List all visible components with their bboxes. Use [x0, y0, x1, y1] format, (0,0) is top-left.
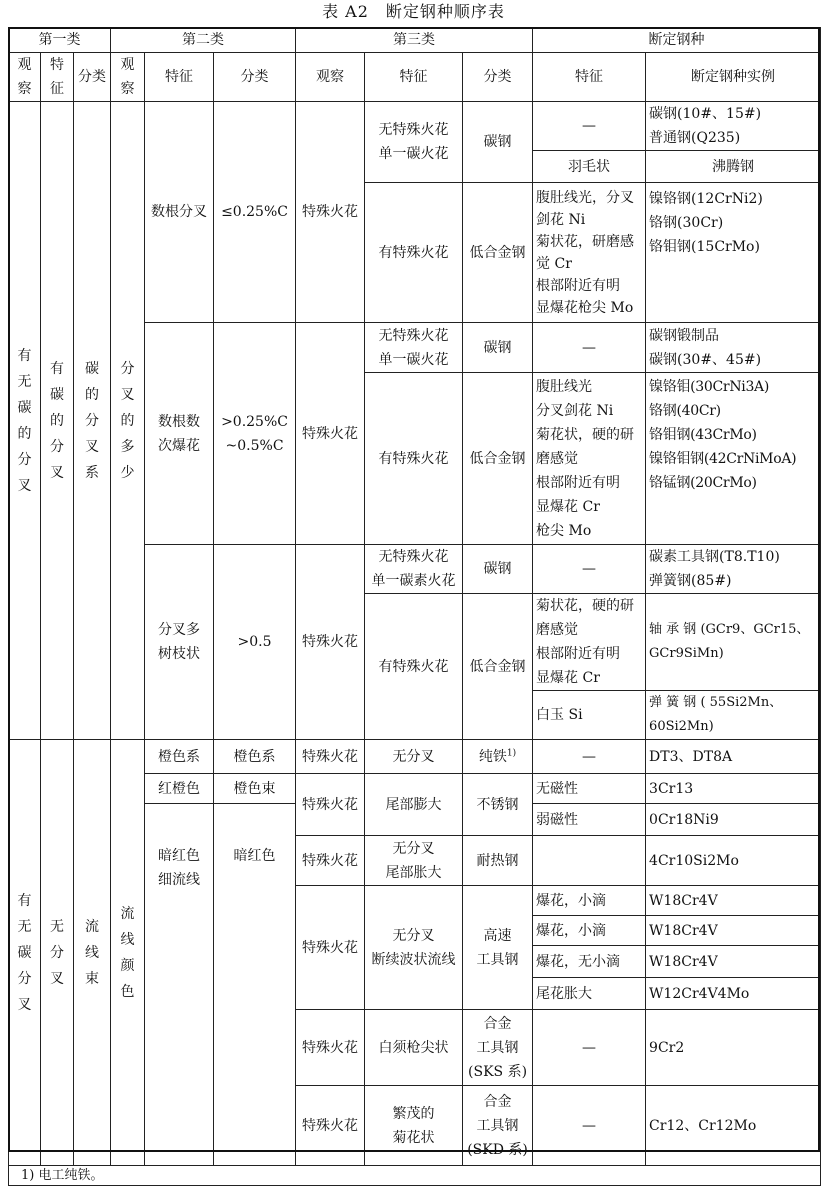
g1s3a-class3: 碳钢	[463, 545, 533, 594]
g1s1b-class3: 低合金钢	[463, 183, 533, 323]
g2r3-class2: 暗红色	[214, 804, 296, 1166]
g2-heat-feature3: 无分叉 尾部胀大	[365, 836, 463, 886]
g1s3b-class3: 低合金钢	[463, 594, 533, 740]
g1s3b-examples-a: 轴 承 钢 (GCr9、GCr15、 GCr9SiMn)	[646, 594, 821, 691]
g2-heat-observe3: 特殊火花	[296, 836, 365, 886]
g1s3-feature2: 分叉多 树枝状	[145, 545, 214, 740]
g1s1a-examples-text: 碳钢(10#、15#) 普通钢(Q235)	[649, 106, 762, 146]
g2-heat-feature4	[533, 836, 646, 886]
g1-observe1	[9, 102, 41, 740]
header-observe: 观察	[111, 53, 145, 102]
header-feature: 特征	[145, 53, 214, 102]
g2-stainless-feature4-0: 无磁性	[533, 774, 646, 804]
g1s1a-feature3: 无特殊火花 单一碳火花	[365, 102, 463, 183]
g1s1-class2: ≤0.25%C	[214, 102, 296, 323]
header-classify: 分类	[74, 53, 111, 102]
g2-observe2-text: 流线颜色	[120, 905, 135, 1000]
g1s2a-class3: 碳钢	[463, 323, 533, 373]
g1s1b-feature4: 腹肚线光，分叉 剑花 Ni 菊状花，研磨感 觉 Cr 根部附近有明 显爆花枪尖 Mo	[533, 183, 646, 323]
g2-feature1	[41, 740, 74, 1166]
g2-stainless-examples-1: 0Cr18Ni9	[646, 804, 821, 836]
g1s3b-examples-b: 弹 簧 钢 ( 55Si2Mn、 60Si2Mn)	[646, 691, 821, 740]
g1s3a-examples: 碳素工具钢(T8.T10) 弹簧钢(85#)	[646, 545, 821, 594]
g2r2-class2: 橙色束	[214, 774, 296, 804]
g1s1a-examples	[646, 102, 821, 151]
g2-skd-feature4: —	[533, 1086, 646, 1166]
header-observe: 观察	[296, 53, 365, 102]
table-title: 表 A2 断定钢种顺序表	[322, 2, 505, 21]
g2-hss-observe3: 特殊火花	[296, 886, 365, 1010]
g1-observe2-text: 分叉的多少	[120, 360, 135, 481]
g2r2-feature2: 红橙色	[145, 774, 214, 804]
g2-stainless-class3: 不锈钢	[463, 774, 533, 836]
footnote-mark: 1)	[506, 747, 517, 758]
g1s2-observe3: 特殊火花	[296, 323, 365, 545]
g2-hss-feature4-1: 爆花，小滴	[533, 916, 646, 946]
g2-stainless-feature3: 尾部膨大	[365, 774, 463, 836]
g2-observe1	[9, 740, 41, 1166]
g1s1b-examples: 镍铬钢(12CrNi2) 铬钢(30Cr) 铬钼钢(15CrMo)	[646, 183, 821, 323]
g2-skd-feature3: 繁茂的 菊花状	[365, 1086, 463, 1166]
header-cat2: 第二类	[111, 28, 296, 53]
g2-sks-class3: 合金 工具钢 (SKS 系)	[463, 1010, 533, 1086]
g1-observe2	[111, 102, 145, 740]
g2r1-feature3: 无分叉	[365, 740, 463, 774]
g2-hss-feature4-0: 爆花，小滴	[533, 886, 646, 916]
g2-stainless-observe3: 特殊火花	[296, 774, 365, 836]
g2-sks-feature3: 白须枪尖状	[365, 1010, 463, 1086]
g2-hss-class3: 高速 工具钢	[463, 886, 533, 1010]
g1s3a-feature4: —	[533, 545, 646, 594]
g2-sks-examples: 9Cr2	[646, 1010, 821, 1086]
g2-hss-examples-1: W18Cr4V	[646, 916, 821, 946]
header-feature: 特征	[533, 53, 646, 102]
g2-heat-examples: 4Cr10Si2Mo	[646, 836, 821, 886]
g1s1-observe3: 特殊火花	[296, 102, 365, 323]
g2-hss-examples-0: W18Cr4V	[646, 886, 821, 916]
g1s2a-feature4: —	[533, 323, 646, 373]
header-examples: 断定钢种实例	[646, 53, 821, 102]
g1s2b-examples: 镍铬钼(30CrNi3A) 铬钢(40Cr) 铬钼钢(43CrMo) 镍铬钼钢(42CrNiMoA) 铬锰钢(20CrMo)	[646, 373, 821, 545]
g1-class1-text: 碳的分叉系	[85, 360, 99, 481]
g1s1a-sub-example: 沸腾钢	[646, 151, 821, 183]
footnote: 1) 电工纯铁。	[9, 1166, 821, 1186]
g1s1-feature2: 数根分叉	[145, 102, 214, 323]
g2-hss-examples-3: W12Cr4V4Mo	[646, 978, 821, 1010]
g2-hss-feature3: 无分叉 断续波状流线	[365, 886, 463, 1010]
g2-hss-feature4-3: 尾花胀大	[533, 978, 646, 1010]
g1s2-class2: >0.25%C ~0.5%C	[214, 323, 296, 545]
g1s3b-feature4a: 菊状花，硬的研 磨感觉 根部附近有明 显爆花 Cr	[533, 594, 646, 691]
g1s3a-feature3: 无特殊火花 单一碳素火花	[365, 545, 463, 594]
g1s1b-feature3: 有特殊火花	[365, 183, 463, 323]
header-cat4: 断定钢种	[533, 28, 821, 53]
g1s3b-feature4b: 白玉 Si	[533, 691, 646, 740]
g1s1a-feature4: —	[533, 102, 646, 151]
g1s2a-examples: 碳钢锻制品 碳钢(30#、45#)	[646, 323, 821, 373]
g2-skd-examples: Cr12、Cr12Mo	[646, 1086, 821, 1166]
g2r1-feature4: —	[533, 740, 646, 774]
g2-sks-observe3: 特殊火花	[296, 1010, 365, 1086]
g2r1-class3-text: 纯铁	[478, 748, 507, 765]
g2r1-observe3: 特殊火花	[296, 740, 365, 774]
g2r3-feature2: 暗红色 细流线	[145, 804, 214, 1166]
g2-skd-class3: 合金 工具钢 (SKD 系)	[463, 1086, 533, 1166]
g1s2b-class3: 低合金钢	[463, 373, 533, 545]
header-feature: 特征	[41, 53, 74, 102]
g1-feature1	[41, 102, 74, 740]
g1-observe1-text: 有无碳的分叉	[17, 347, 32, 494]
g2r1-feature2: 橙色系	[145, 740, 214, 774]
g2-skd-observe3: 特殊火花	[296, 1086, 365, 1166]
header-feature: 特征	[365, 53, 463, 102]
g2-hss-examples-2: W18Cr4V	[646, 946, 821, 978]
header-classify: 分类	[463, 53, 533, 102]
g2r1-class2: 橙色系	[214, 740, 296, 774]
g2-stainless-examples-0: 3Cr13	[646, 774, 821, 804]
g2-stainless-feature4-1: 弱磁性	[533, 804, 646, 836]
g2-hss-feature4-2: 爆花，无小滴	[533, 946, 646, 978]
g1s1a-class3: 碳钢	[463, 102, 533, 183]
g1s2b-feature3: 有特殊火花	[365, 373, 463, 545]
header-observe: 观察	[9, 53, 41, 102]
g1s3-observe3: 特殊火花	[296, 545, 365, 740]
steel-identification-table	[8, 27, 821, 1186]
g2-observe2	[111, 740, 145, 1166]
g2r1-class3	[463, 740, 533, 774]
g2-feature1-text: 无分叉	[50, 918, 64, 987]
g2-heat-class3: 耐热钢	[463, 836, 533, 886]
g1s2-feature2: 数根数 次爆花	[145, 323, 214, 545]
g1s2b-feature4: 腹肚线光 分叉剑花 Ni 菊花状，硬的研 磨感觉 根部附近有明 显爆花 Cr 枪尖 Mo	[533, 373, 646, 545]
header-cat1: 第一类	[9, 28, 111, 53]
g1s3-class2: >0.5	[214, 545, 296, 740]
g2-observe1-text: 有无碳分叉	[17, 892, 32, 1013]
g1s1a-sub-feature: 羽毛状	[533, 151, 646, 183]
g1s3b-feature3: 有特殊火花	[365, 594, 463, 740]
g2-class1-text: 流线束	[85, 918, 99, 987]
g1-class1	[74, 102, 111, 740]
g2-sks-feature4: —	[533, 1010, 646, 1086]
g2r1-examples: DT3、DT8A	[646, 740, 821, 774]
header-cat3: 第三类	[296, 28, 533, 53]
g1s2a-feature3: 无特殊火花 单一碳火花	[365, 323, 463, 373]
g1-feature1-text: 有碳的分叉	[50, 360, 64, 481]
header-classify: 分类	[214, 53, 296, 102]
g2-class1	[74, 740, 111, 1166]
